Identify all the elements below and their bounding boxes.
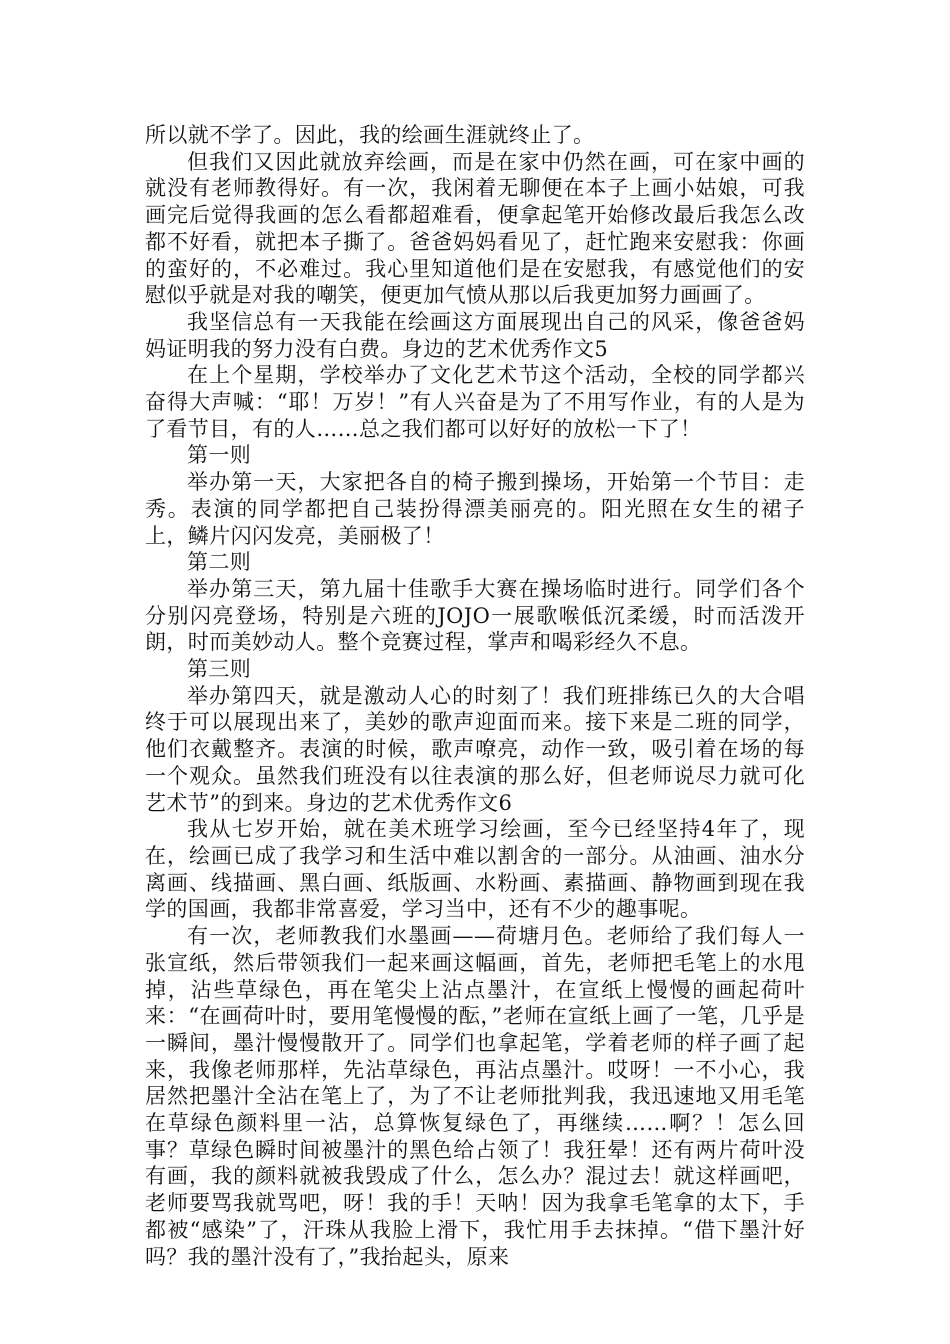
section-heading: 第二则 xyxy=(187,550,252,575)
paragraph: 我从七岁开始，就在美术班学习绘画，至今已经坚持4年了，现在，绘画已成了我学习和生活中难以割舍的一部分。从油画、油水分离画、线描画、黑白画、纸版画、水粉画、素描画、静物画到现在我学的国画，我都非常喜爱，学习当中，还有不少的趣事呢。 xyxy=(145,817,805,922)
document-page xyxy=(145,122,805,1270)
paragraph: 我坚信总有一天我能在绘画这方面展现出自己的风采，像爸爸妈妈证明我的努力没有白费。身边的艺术优秀作文5 xyxy=(145,309,805,361)
paragraph: 举办第一天，大家把各自的椅子搬到操场，开始第一个节目：走秀。表演的同学都把自己装扮得漂美丽亮的。阳光照在女生的裙子上，鳞片闪闪发亮，美丽极了！ xyxy=(145,470,805,548)
paragraph: 举办第三天，第九届十佳歌手大赛在操场临时进行。同学们各个分别闪亮登场，特别是六班的JOJO一展歌喉低沉柔缓，时而活泼开朗，时而美妙动人。整个竞赛过程，掌声和喝彩经久不息。 xyxy=(145,576,805,655)
section-heading: 第一则 xyxy=(187,443,252,468)
paragraph: 在上个星期，学校举办了文化艺术节这个活动，全校的同学都兴奋得大声喊：“耶！万岁！”有人兴奋是为了不用写作业，有的人是为了看节目，有的人……总之我们都可以好好的放松一下了！ xyxy=(145,363,805,441)
section-heading: 第三则 xyxy=(187,657,252,682)
paragraph-continuation: 所以就不学了。因此，我的绘画生涯就终止了。 xyxy=(145,123,595,147)
paragraph: 举办第四天，就是激动人心的时刻了！我们班排练已久的大合唱终于可以展现出来了，美妙的歌声迎面而来。接下来是二班的同学，他们衣戴整齐。表演的时候，歌声嘹亮，动作一致，吸引着在场的每一个观众。虽然我们班没有以往表演的那么好，但老师说尽力就可化艺术节”的到来。身边的艺术优秀作文6 xyxy=(145,683,805,815)
paragraph: 但我们又因此就放弃绘画，而是在家中仍然在画，可在家中画的就没有老师教得好。有一次，我闲着无聊便在本子上画小姑娘，可我画完后觉得我画的怎么看都超难看，便拿起笔开始修改最后我怎么改都不好看，就把本子撕了。爸爸妈妈看见了，赶忙跑来安慰我：你画的蛮好的，不必难过。我心里知道他们是在安慰我，有感觉他们的安慰似乎就是对我的嘲笑，便更加气愤从那以后我更加努力画画了。 xyxy=(145,149,805,308)
paragraph: 有一次，老师教我们水墨画——荷塘月色。老师给了我们每人一张宣纸，然后带领我们一起来画这幅画，首先，老师把毛笔上的水甩掉，沾些草绿色，再在笔尖上沾点墨汁，在宣纸上慢慢的画起荷叶来：“在画荷叶时，要用笔慢慢的酝，”老师在宣纸上画了一笔，几乎是一瞬间，墨汁慢慢散开了。同学们也拿起笔，学着老师的样子画了起来，我像老师那样，先沾草绿色，再沾点墨汁。哎呀！一不小心，我居然把墨汁全沾在笔上了，为了不让老师批判我，我迅速地又用毛笔在草绿色颜料里一沾，总算恢复绿色了，再继续……啊？！怎么回事？草绿色瞬时间被墨汁的黑色给占领了！我狂晕！还有两片荷叶没有画，我的颜料就被我毁成了什么，怎么办？混过去！就这样画吧，老师要骂我就骂吧，呀！我的手！天呐！因为我拿毛笔拿的太下，手都被“感染”了，汗珠从我脸上滑下，我忙用手去抹掉。“借下墨汁好吗？我的墨汁没有了，”我抬起头，原来 xyxy=(145,924,805,1269)
